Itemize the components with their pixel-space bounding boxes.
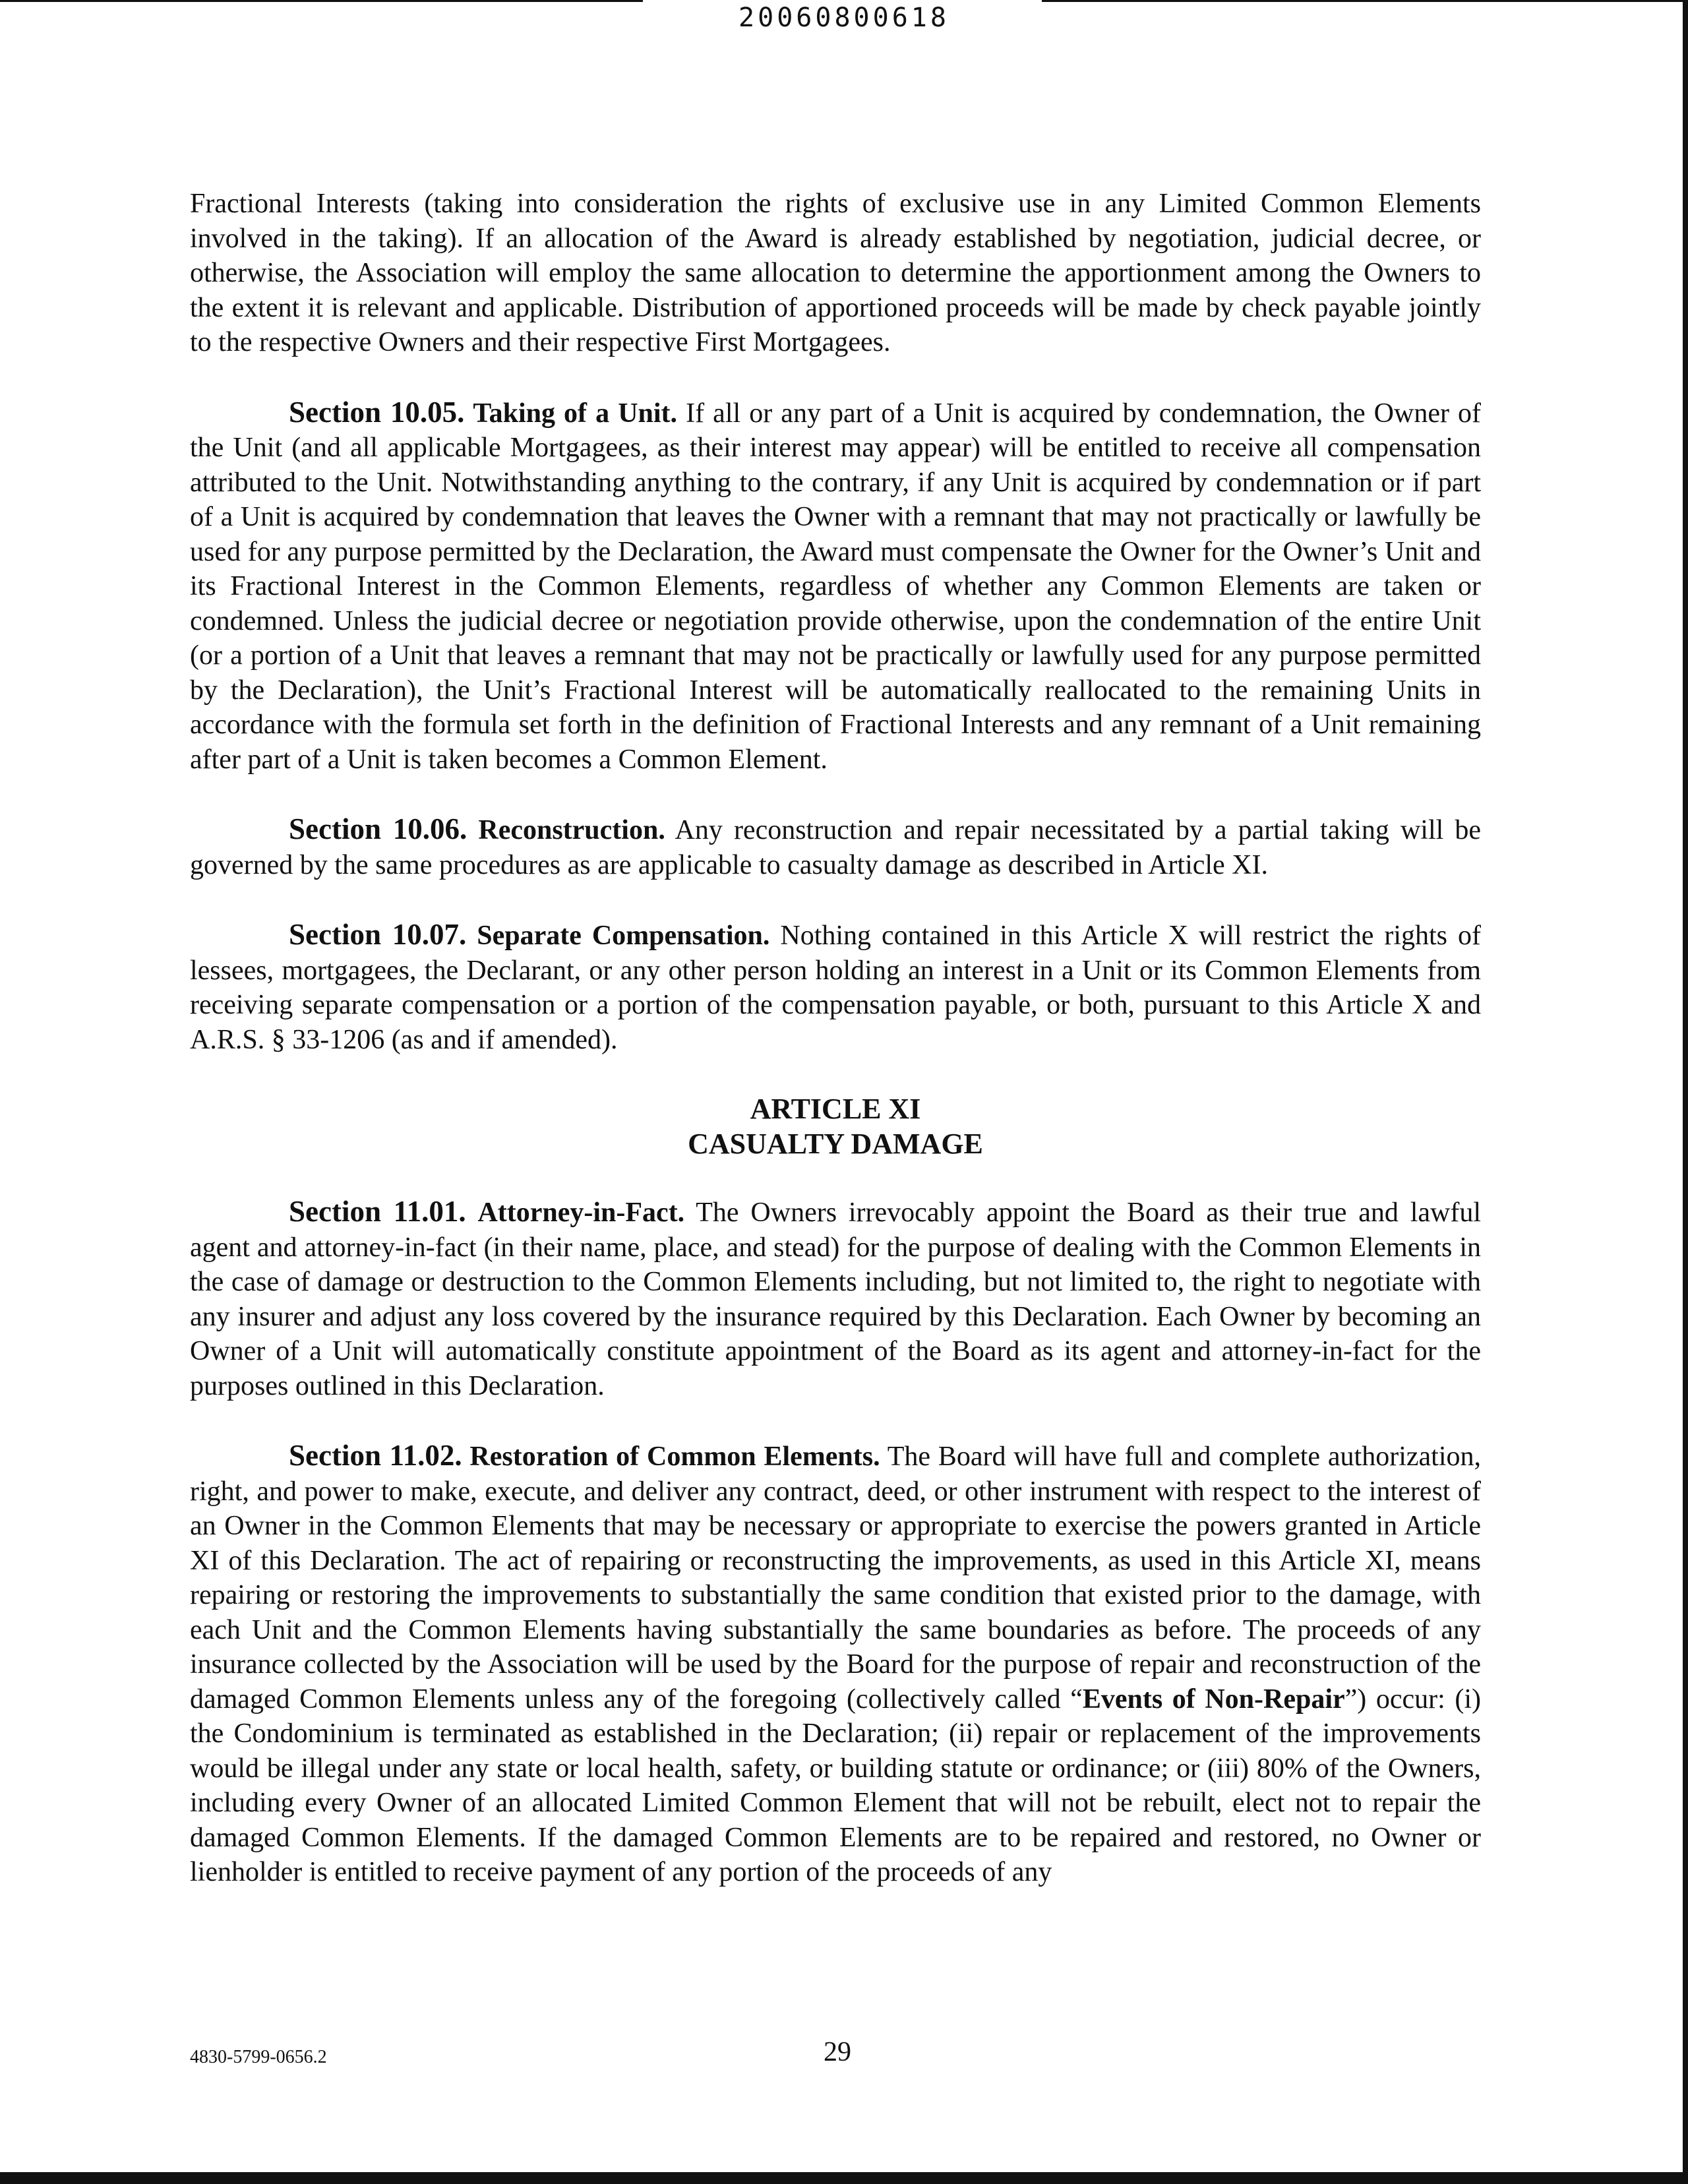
section-11-02 <box>190 1438 1481 1890</box>
section-number: Section 10.07. <box>289 918 467 951</box>
document-number: 20060800618 <box>738 3 950 33</box>
section-10-06 <box>190 812 1481 882</box>
section-11-01 <box>190 1194 1481 1403</box>
section-body: Nothing contained in this Article X will restrict the rights of lessees, mortgagees, the Declarant, or any other person holding an interest in a Unit or its Common Elements from receiving separate compensation or a portion of the compensation payable, or both, pursuant to this Article X and A.R.S. § 33-1206 (as and if amended). <box>190 921 1481 1055</box>
page-border-right <box>1683 0 1688 2184</box>
section-body: Any reconstruction and repair necessitated by a partial taking will be governed by the same procedures as are applicable to casualty damage as described in Article XI. <box>190 815 1481 880</box>
section-body-continued: ”) occur: (i) the Condominium is terminated as established in the Declaration; (ii) repair or replacement of the improvements would be illegal under any state or local health, safety, or building statute or ordinance; or (iii) 80% of the Owners, including every Owner of an allocated Limited Common Element that will not be rebuilt, elect not to repair the damaged Common Elements. If the damaged Common Elements are to be repaired and restored, no Owner or lienholder is entitled to receive payment of any portion of the proceeds of any <box>190 1684 1481 1887</box>
footer-document-id: 4830-5799-0656.2 <box>190 2047 327 2067</box>
section-10-05 <box>190 395 1481 777</box>
section-body: The Board will have full and complete authorization, right, and power to make, execute, and deliver any contract, deed, or other instrument with respect to the interest of an Owner in the Common Elements that may be necessary or appropriate to exercise the powers granted in Article XI of this Declaration. The act of repairing or reconstructing the improvements, as used in this Article XI, means repairing or restoring the improvements to substantially the same condition that existed prior to the damage, with each Unit and the Common Elements having substantially the same boundaries as before. The proceeds of any insurance collected by the Association will be used by the Board for the purpose of repair and reconstruction of the damaged Common Elements unless any of the foregoing (collectively called “ <box>190 1441 1481 1714</box>
defined-term: Events of Non-Repair <box>1082 1684 1345 1714</box>
section-title: Attorney-in-Fact. <box>477 1198 685 1228</box>
section-body: The Owners irrevocably appoint the Board as their true and lawful agent and attorney-in-fact (in their name, place, and stead) for the purpose of dealing with the Common Elements in the case of damage or destruction to the Common Elements including, but not limited to, the right to negotiate with any insurer and adjust any loss covered by the insurance required by this Declaration. Each Owner by becoming an Owner of a Unit will automatically constitute appointment of the Board as its agent and attorney-in-fact for the purposes outlined in this Declaration. <box>190 1198 1481 1401</box>
section-number: Section 11.01. <box>289 1195 466 1228</box>
page-border-top-right <box>1042 0 1688 2</box>
article-heading <box>190 1092 1481 1161</box>
page-number: 29 <box>824 2037 851 2067</box>
section-title: Taking of a Unit. <box>473 398 678 429</box>
section-title: Separate Compensation. <box>477 921 770 951</box>
article-title: CASUALTY DAMAGE <box>688 1127 983 1160</box>
document-body <box>190 187 1481 1925</box>
section-10-07 <box>190 917 1481 1057</box>
section-title: Restoration of Common Elements. <box>469 1441 880 1472</box>
article-number: ARTICLE XI <box>750 1093 921 1125</box>
section-title: Reconstruction. <box>478 815 665 845</box>
page-border-bottom <box>0 2172 1688 2184</box>
section-number: Section 11.02. <box>289 1439 462 1472</box>
section-number: Section 10.05. <box>289 395 465 429</box>
paragraph-continued: Fractional Interests (taking into consideration the rights of exclusive use in any Limited Common Elements involved in the taking). If an allocation of the Award is already established by negotiation, judicial decree, or otherwise, the Association will employ the same allocation to determine the apportionment among the Owners to the extent it is relevant and applicable. Distribution of apportioned proceeds will be made by check payable jointly to the respective Owners and their respective First Mortgagees. <box>190 189 1481 357</box>
section-body: If all or any part of a Unit is acquired by condemnation, the Owner of the Unit (and all applicable Mortgagees, as their interest may appear) will be entitled to receive all compensation attributed to the Unit. Notwithstanding anything to the contrary, if any Unit is acquired by condemnation or if part of a Unit is acquired by condemnation that leaves the Owner with a remnant that may not practically or lawfully be used for any purpose permitted by the Declaration, the Award must compensate the Owner for the Owner’s Unit and its Fractional Interest in the Common Elements, regardless of whether any Common Elements are taken or condemned. Unless the judicial decree or negotiation provide otherwise, upon the condemnation of the entire Unit (or a portion of a Unit that leaves a remnant that may not be practically or lawfully used for any purpose permitted by the Declaration), the Unit’s Fractional Interest will be automatically reallocated to the remaining Units in accordance with the formula set forth in the definition of Fractional Interests and any remnant of a Unit remaining after part of a Unit is taken becomes a Common Element. <box>190 398 1482 775</box>
section-number: Section 10.06. <box>289 812 467 845</box>
page-border-top-left <box>0 0 643 2</box>
